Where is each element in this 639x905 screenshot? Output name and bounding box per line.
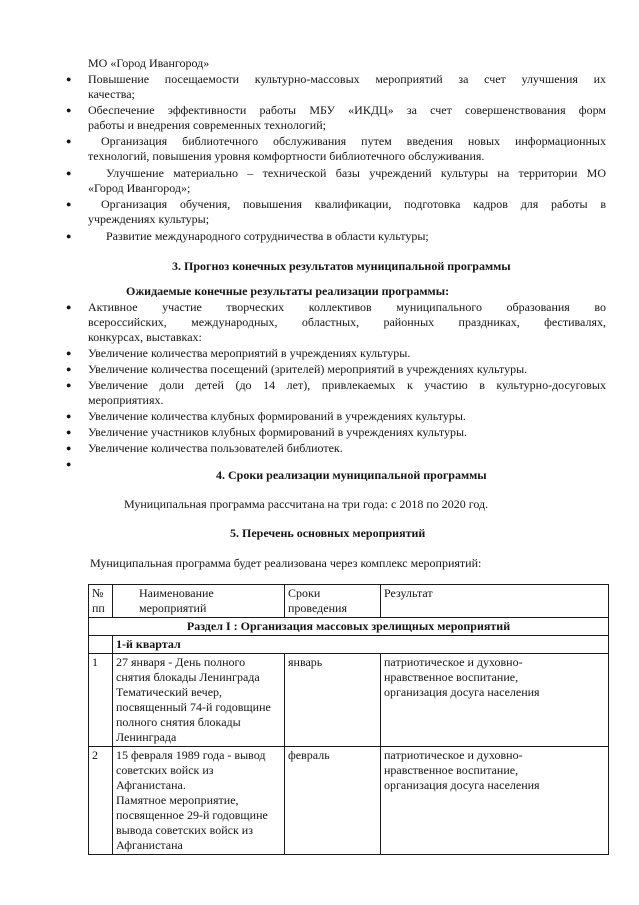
row-1-name-line: снятия блокады Ленинграда (116, 670, 260, 684)
row-2-name-line: вывода советских войск из (116, 823, 253, 837)
result-7-line-1: Увеличение количества пользователей библиотек. (88, 441, 343, 455)
header-num-line-1: № (92, 586, 104, 600)
goal-1-line-1: Повышение посещаемости культурно-массовых мероприятий за счет улучшения их (88, 72, 606, 86)
bullet-icon: ● (66, 380, 72, 390)
result-1-line-3: конкурсах, выставках: (88, 330, 202, 344)
intro-line: МО «Город Ивангород» (88, 56, 210, 70)
row-2-name (113, 747, 285, 855)
row-2-result (381, 747, 609, 855)
section-3-heading: 3. Прогноз конечных результатов муниципальной программы (172, 259, 511, 273)
bullet-icon: ● (66, 199, 72, 209)
row-1-result-line: организация досуга населения (384, 685, 540, 699)
row-1-date: январь (285, 654, 381, 747)
header-dates (285, 585, 381, 618)
goal-6-line-1: Развитие международного сотрудничества в области культуры; (106, 229, 429, 243)
result-1-line-2: всероссийских, международных, областных, районных праздниках, фестивалях, (88, 315, 606, 329)
header-dates-line-2: проведения (288, 601, 347, 615)
row-1-result-line: патриотическое и духовно- (384, 655, 523, 669)
header-result-line-1: Результат (384, 586, 433, 600)
quarter-title: 1-й квартал (113, 636, 609, 654)
section-4-heading: 4. Сроки реализации муниципальной программы (216, 468, 487, 482)
measures-table (88, 584, 609, 855)
goal-4-line-2: «Город Ивангород»; (88, 181, 191, 195)
goal-2-line-2: работы и внедрения современных технологий; (88, 118, 326, 132)
goal-3-line-2: технологий, повышения уровня комфортности библиотечного обслуживания. (88, 149, 485, 163)
result-2-line-1: Увеличение количества мероприятий в учреждениях культуры. (88, 346, 411, 360)
section-3-subheading: Ожидаемые конечные результаты реализации программы: (126, 284, 450, 298)
row-2-date: февраль (285, 747, 381, 855)
bullet-icon: ● (66, 168, 72, 178)
goal-1-line-2: качества; (88, 87, 135, 101)
result-4-line-1: Увеличение доли детей (до 14 лет), привлекаемых к участию в культурно-досуговых (88, 378, 606, 392)
row-1-name-line: посвященный 74-й годовщине (116, 700, 271, 714)
result-4-line-2: мероприятиях. (88, 393, 164, 407)
goal-5-line-1: Организация обучения, повышения квалификации, подготовка кадров для работы в (101, 197, 606, 211)
row-2-name-line: советских войск из (116, 763, 214, 777)
bullet-icon: ● (66, 427, 72, 437)
bullet-icon: ● (66, 459, 72, 469)
section-5-intro: Муниципальная программа будет реализована через комплекс мероприятий: (90, 556, 482, 570)
goal-3-line-1: Организация библиотечного обслуживания путем введения новых информационных (101, 134, 606, 148)
bullet-icon: ● (66, 411, 72, 421)
result-3-line-1: Увеличение количества посещений (зрителей) мероприятий в учреждениях культуры. (88, 362, 528, 376)
result-1-line-1: Активное участие творческих коллективов муниципального образования во (88, 300, 606, 314)
row-1-name-line: Тематический вечер, (116, 685, 223, 699)
row-1-name (113, 654, 285, 747)
row-2-result-line: патриотическое и духовно- (384, 748, 523, 762)
row-1-name-line: полного снятия блокады (116, 715, 241, 729)
row-2-num: 2 (89, 747, 113, 855)
row-1-num: 1 (89, 654, 113, 747)
goal-2-line-1: Обеспечение эффективности работы МБУ «ИКДЦ» за счет совершенствования форм (88, 103, 606, 117)
header-name-line-1: Наименование (139, 586, 214, 600)
row-1-name-line: Ленинграда (116, 730, 177, 744)
row-1-name-line: 27 января - День полного (116, 655, 246, 669)
row-1-result (381, 654, 609, 747)
row-2-name-line: Афганистана (116, 838, 183, 852)
section-5-heading: 5. Перечень основных мероприятий (230, 526, 426, 540)
bullet-icon: ● (66, 74, 72, 84)
goal-4-line-1: Улучшение материально – технической базы учреждений культуры на территории МО (106, 166, 606, 180)
bullet-icon: ● (66, 136, 72, 146)
table-header-row (89, 585, 609, 618)
row-2-name-line: Памятное мероприятие, (116, 793, 239, 807)
header-name (113, 585, 285, 618)
bullet-icon: ● (66, 105, 72, 115)
goal-5-line-2: учреждениях культуры; (88, 212, 210, 226)
table-section-row (89, 618, 609, 636)
header-num-line-2: пп (92, 601, 105, 615)
row-2-name-line: Афганистана. (116, 778, 186, 792)
table-quarter-row (89, 636, 609, 654)
row-2-name-line: посвященное 29-й годовщине (116, 808, 268, 822)
row-1-result-line: нравственное воспитание, (384, 670, 519, 684)
row-2-name-line: 15 февраля 1989 года - вывод (116, 748, 266, 762)
bullet-icon: ● (66, 348, 72, 358)
header-num (89, 585, 113, 618)
section-4-text: Муниципальная программа рассчитана на три года: с 2018 по 2020 год. (124, 497, 489, 511)
result-5-line-1: Увеличение количества клубных формирований в учреждениях культуры. (88, 409, 466, 423)
bullet-icon: ● (66, 302, 72, 312)
empty-cell (89, 636, 113, 654)
row-2-result-line: организация досуга населения (384, 778, 540, 792)
header-dates-line-1: Сроки (288, 586, 321, 600)
bullet-icon: ● (66, 364, 72, 374)
header-name-line-2: мероприятий (139, 601, 207, 615)
table-row (89, 747, 609, 855)
section-title: Раздел I : Организация массовых зрелищных мероприятий (89, 618, 609, 636)
bullet-icon: ● (66, 231, 72, 241)
row-2-result-line: нравственное воспитание, (384, 763, 519, 777)
bullet-icon: ● (66, 443, 72, 453)
result-6-line-1: Увеличение участников клубных формирований в учреждениях культуры. (88, 425, 468, 439)
header-result (381, 585, 609, 618)
table-row (89, 654, 609, 747)
